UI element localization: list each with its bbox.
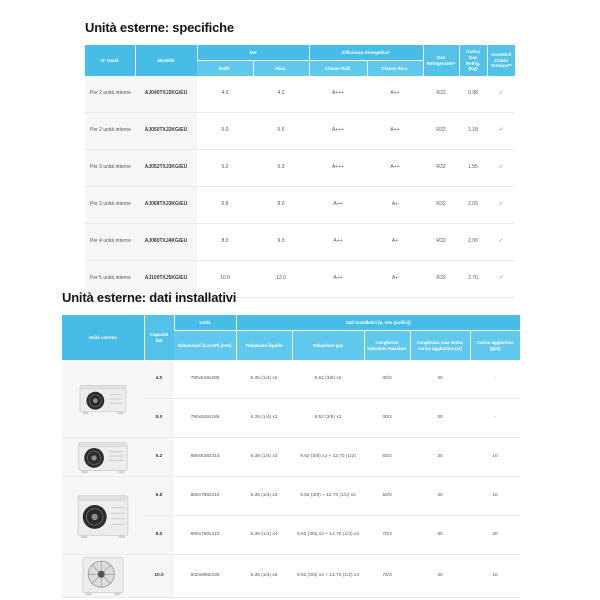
table-row <box>62 555 520 598</box>
cell-tubazione-liquido: 6.35 (1/4) x3 <box>236 477 292 516</box>
check-icon: ✓ <box>487 150 515 187</box>
header-row-groups <box>85 45 515 61</box>
cell-modello: AJ040TXJ2KG/EU <box>135 76 197 113</box>
cell-dimensioni: 790x548x285 <box>174 399 236 438</box>
column-header-classe-risc: Classe Risc. <box>367 61 423 77</box>
cell-tubazione-liquido: 6.35 (1/4) x2 <box>250 375 278 381</box>
outdoor-unit-image-large <box>62 555 144 598</box>
cell-n-unita: Per 3 unità interne <box>85 187 135 224</box>
column-header-gas-refrigerante <box>423 45 459 77</box>
cell-kw-risc: 9.3 <box>253 224 309 261</box>
cell-kw-raffr: 4.0 <box>221 90 229 97</box>
cell-gas: R32 <box>436 90 446 97</box>
cell-modello: AJ068TXJ3KG/EU <box>135 187 197 224</box>
table-row <box>62 360 520 399</box>
cell-n-unita: Per 2 unità interne <box>85 76 135 113</box>
specifiche-table-body <box>85 76 515 298</box>
cell-gas: R32 <box>423 113 459 150</box>
column-header-unita-esterna: Unità esterna <box>62 315 144 361</box>
table-row <box>85 150 515 187</box>
cell-modello: AJ050TXJ2KG/EU <box>135 113 197 150</box>
column-header-incentivi <box>487 45 515 77</box>
cell-classe-raff: A+++ <box>309 150 367 187</box>
column-group-unita: Unità <box>174 315 236 331</box>
cell-tubazione-liquido: 6.35 (1/4) x3 <box>236 438 292 477</box>
cell-kw-risc: 6.3 <box>253 150 309 187</box>
cell-dimensioni: 880x638x310 <box>174 438 236 477</box>
cell-carica: 1.55 <box>459 150 487 187</box>
cell-dimensioni: 880x798x310 <box>174 477 236 516</box>
carica-label-line2: Refrig. (Kg) <box>465 60 481 72</box>
column-header-kw-risc: Risc. <box>253 61 309 77</box>
cell-carica-aggiuntiva: 10 <box>470 438 520 477</box>
column-header-dimensioni: Dimensioni (LxAxP) (mm) <box>174 331 236 361</box>
column-header-tubazione-gas: Tubazione gas <box>292 331 364 361</box>
cell-tubazione-gas: 9.52 (3/8) x2 + 12.70 (1/2) x3 <box>292 555 364 598</box>
section-specifiche <box>85 20 515 298</box>
cell-lunghezza-max: 30 <box>410 555 470 598</box>
table-row <box>62 477 520 516</box>
dati-installativi-table <box>62 314 520 598</box>
cell-tubazione-gas: 9.52 (3/8) x2 <box>292 399 364 438</box>
cell-classe-raff: A+++ <box>331 90 345 97</box>
cell-capacita: 5.0 <box>144 399 174 438</box>
cell-classe-risc: A++ <box>367 150 423 187</box>
cell-classe-risc: A+ <box>367 224 423 261</box>
specifiche-table <box>85 44 515 298</box>
cell-classe-risc: A++ <box>390 90 400 97</box>
gas-label-line1: Gas <box>436 54 446 60</box>
cell-lunghezza-tubazioni: 30/3 <box>382 375 392 381</box>
cell-classe-raff: A++ <box>309 261 367 298</box>
cell-classe-raff: A+++ <box>309 113 367 150</box>
cell-n-unita: Per 5 unità interne <box>85 261 135 298</box>
cell-classe-raff: A++ <box>309 187 367 224</box>
column-header-modello: Modello <box>135 45 197 77</box>
column-header-lunghezza-tubazioni: Lunghezza tubazioni massima <box>364 331 410 361</box>
section-title-specifiche: Unità esterne: specifiche <box>85 20 234 35</box>
cell-gas: R32 <box>423 224 459 261</box>
cell-carica: 2.00 <box>459 187 487 224</box>
cell-n-unita: Per 3 unità interne <box>85 150 135 187</box>
table-row <box>85 187 515 224</box>
table-row <box>85 224 515 261</box>
cell-lunghezza-tubazioni: 70/3 <box>364 516 410 555</box>
cell-kw-risc: 12.0 <box>253 261 309 298</box>
cell-carica-aggiuntiva: 10 <box>470 477 520 516</box>
cell-carica: 2.00 <box>459 224 487 261</box>
cell-carica-aggiuntiva: 20 <box>470 516 520 555</box>
column-group-kw: kW <box>197 45 309 61</box>
cell-carica: 2.70 <box>459 261 487 298</box>
column-header-n-unita: N° Unità <box>85 45 135 77</box>
carica-label-line1: Carica Gas <box>465 48 481 60</box>
outdoor-unit-tall-icon <box>75 493 131 539</box>
cell-gas: R32 <box>423 150 459 187</box>
cell-capacita: 6.8 <box>144 477 174 516</box>
outdoor-unit-image-tall <box>62 477 144 555</box>
column-group-efficienza-energetica: Efficienza Energetica* <box>309 45 423 61</box>
cell-tubazione-liquido: 6.35 (1/4) x4 <box>236 516 292 555</box>
capacita-label-line2: kW <box>155 337 163 343</box>
cell-modello: AJ080TXJ4KG/EU <box>135 224 197 261</box>
cell-capacita: 8.0 <box>144 516 174 555</box>
column-header-kw-raffr: Raffr. <box>197 61 253 77</box>
dati-installativi-table-body <box>62 360 520 598</box>
check-icon: ✓ <box>487 187 515 224</box>
cell-lunghezza-tubazioni: 50/3 <box>364 438 410 477</box>
cell-classe-risc: A+ <box>367 187 423 224</box>
cell-carica-aggiuntiva: 10 <box>470 555 520 598</box>
cell-carica-aggiuntiva: - <box>494 375 496 381</box>
check-icon: ✓ <box>498 90 504 97</box>
cell-lunghezza-tubazioni: 75/3 <box>364 555 410 598</box>
section-title-dati-installativi: Unità esterne: dati installativi <box>62 290 237 305</box>
gas-label-line2: Refrigerante* <box>426 60 456 66</box>
column-header-carica-gas <box>459 45 487 77</box>
cell-kw-risc: 8.0 <box>253 187 309 224</box>
header-row-groups <box>62 315 520 331</box>
cell-classe-raff: A++ <box>309 224 367 261</box>
cell-lunghezza-max: 30 <box>410 399 470 438</box>
column-header-carica-aggiuntiva: Carica aggiuntiva (g/m) <box>470 331 520 361</box>
cell-capacita: 10.0 <box>144 555 174 598</box>
cell-modello: AJ100TXJ5KG/EU <box>135 261 197 298</box>
cell-lunghezza-max: 30 <box>410 477 470 516</box>
cell-kw-raffr: 5.2 <box>197 150 253 187</box>
cell-classe-risc: A++ <box>367 113 423 150</box>
cell-n-unita: Per 4 unità interne <box>85 224 135 261</box>
cell-dimensioni: 940x998x330 <box>174 555 236 598</box>
outdoor-unit-large-icon <box>78 556 128 596</box>
table-row <box>62 438 520 477</box>
cell-lunghezza-max: 30 <box>410 516 470 555</box>
cell-tubazione-liquido: 6.35 (1/4) x2 <box>236 399 292 438</box>
incentivi-label-line1: Incentivi/ <box>491 51 512 57</box>
cell-dimensioni: 880x798x310 <box>174 516 236 555</box>
outdoor-unit-medium-icon <box>75 440 131 474</box>
cell-carica: 1.18 <box>459 113 487 150</box>
cell-lunghezza-max: 30 <box>410 438 470 477</box>
check-icon: ✓ <box>487 113 515 150</box>
cell-lunghezza-max: 30 <box>437 375 443 381</box>
column-header-tubazione-liquido: Tubazione liquido <box>236 331 292 361</box>
cell-kw-raffr: 6.8 <box>197 187 253 224</box>
column-header-capacita <box>144 315 174 361</box>
check-icon: ✓ <box>487 224 515 261</box>
cell-tubazione-gas: 9.52 (3/8) x2 + 12.70 (1/2) <box>292 438 364 477</box>
cell-kw-risc: 4.2 <box>277 90 285 97</box>
incentivi-label-line2: Conto Termico** <box>490 57 512 69</box>
cell-tubazione-liquido: 6.35 (1/4) x5 <box>236 555 292 598</box>
cell-tubazione-gas: 9.52 (3/8) + 12.70 (1/2) x2 <box>292 477 364 516</box>
column-header-classe-raff: Classe Raff. <box>309 61 367 77</box>
cell-n-unita: Per 2 unità interne <box>85 113 135 150</box>
table-row <box>85 76 515 113</box>
cell-tubazione-gas: 9.52 (3/8) x2 <box>314 375 342 381</box>
column-header-lunghezza-max-senza-carica: Lunghezza max senza carica aggiuntiva (m) <box>410 331 470 361</box>
cell-tubazione-gas: 9.52 (3/8) x2 + 12.70 (1/2) x2 <box>292 516 364 555</box>
outdoor-unit-image-small <box>62 360 144 438</box>
cell-kw-risc: 5.6 <box>253 113 309 150</box>
cell-capacita: 5.2 <box>144 438 174 477</box>
cell-gas: R32 <box>423 261 459 298</box>
section-dati-installativi <box>62 290 520 598</box>
capacita-label-line1: Capacità <box>149 331 169 337</box>
cell-gas: R32 <box>423 187 459 224</box>
cell-classe-risc: A+ <box>367 261 423 298</box>
outdoor-unit-small-icon <box>77 382 129 416</box>
check-icon: ✓ <box>487 261 515 298</box>
cell-kw-raffr: 5.0 <box>197 113 253 150</box>
cell-carica: 0.98 <box>468 90 478 97</box>
cell-modello: AJ052TXJ3KG/EU <box>135 150 197 187</box>
cell-lunghezza-tubazioni: 50/3 <box>364 477 410 516</box>
cell-carica-aggiuntiva: - <box>470 399 520 438</box>
table-row <box>85 113 515 150</box>
cell-lunghezza-tubazioni: 30/3 <box>364 399 410 438</box>
cell-kw-raffr: 8.0 <box>197 224 253 261</box>
cell-kw-raffr: 10.0 <box>197 261 253 298</box>
cell-capacita: 4.0 <box>144 360 174 399</box>
outdoor-unit-image-medium <box>62 438 144 477</box>
cell-dimensioni: 790x548x285 <box>190 375 220 381</box>
column-group-dati-installativi: Dati installativi [ø, mm (pollici)] <box>236 315 520 331</box>
